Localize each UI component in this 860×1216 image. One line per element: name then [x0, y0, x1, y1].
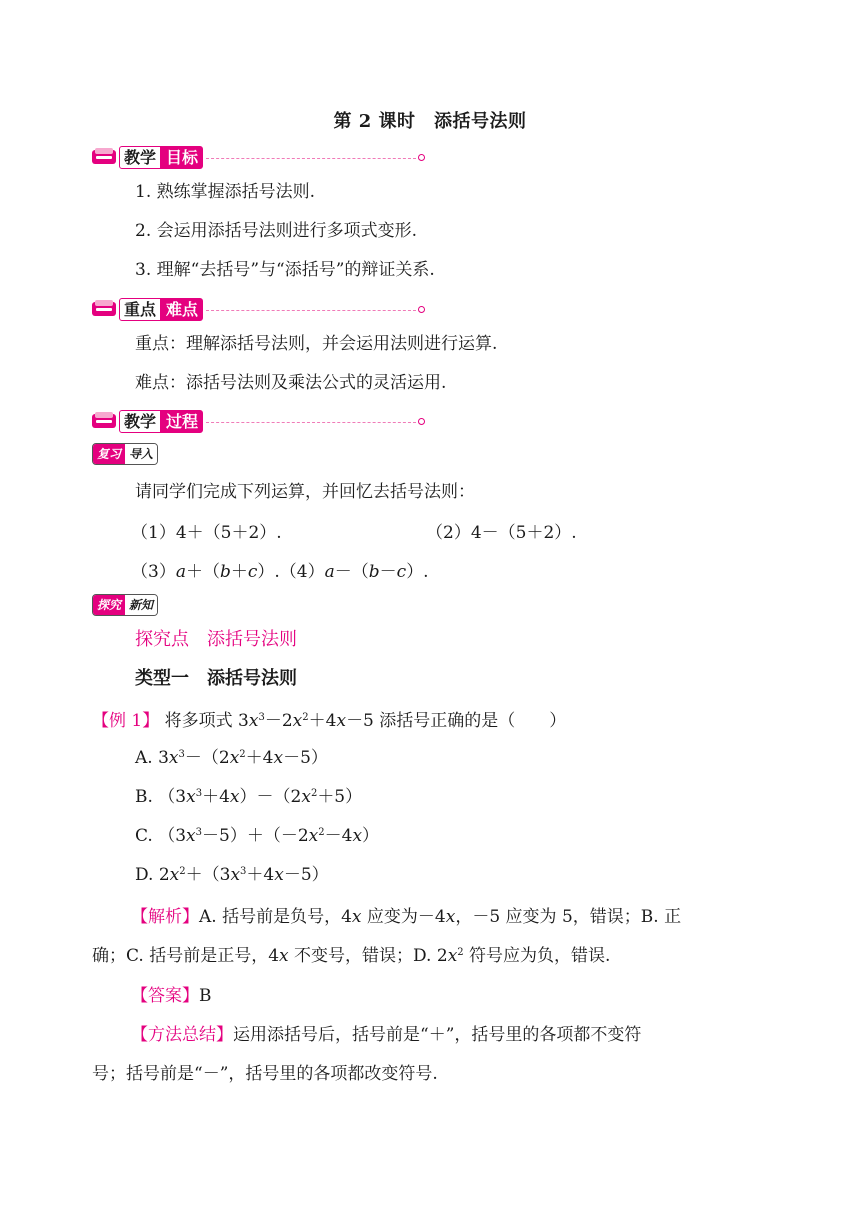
analysis-label: 【解析】 [131, 907, 199, 927]
section-header-keypoints [92, 296, 425, 322]
review-q3-q4: （3）a＋（b＋c）.（4）a－（b－c）. [131, 562, 429, 582]
tag-review: 复习 导入 [92, 443, 158, 465]
section-header-goals [92, 144, 425, 170]
review-q2: （2）4－（5＋2）. [426, 523, 577, 543]
example-question [92, 706, 566, 731]
type-heading: 类型一 添括号法则 [135, 668, 297, 689]
section-header-process [92, 408, 425, 434]
book-icon [92, 148, 116, 166]
option-a: A. $3x^3-(2x^2+4x-5)$ [135, 748, 328, 768]
summary-line-2: 号；括号前是“－”，括号里的各项都改变符号. [92, 1064, 438, 1084]
tag-explore: 探究 新知 [92, 594, 158, 616]
answer [131, 981, 212, 1006]
option-c: C. $(3x^3-5)+(-2x^2-4x)$ [135, 826, 380, 846]
summary-line-1: 【方法总结】运用添括号后，括号前是“＋”，括号里的各项都不变符 [131, 1025, 642, 1045]
section-label-a: 教学 [119, 146, 161, 169]
example-label: 【例 1】 [92, 711, 160, 731]
example-question-text: 将多项式 $3x^3-2x^2+4x-5$ 添括号正确的是（ ） [164, 711, 567, 731]
option-b: B. $(3x^3+4x)-(2x^2+5)$ [135, 787, 363, 807]
section-label-b: 目标 [161, 146, 203, 169]
analysis-line-1: 【解析】A. 括号前是负号，4x 应变为－4x，－5 应变为 5，错误；B. 正 [131, 907, 682, 927]
key-point: 重点：理解添括号法则，并会运用法则进行运算. [135, 334, 498, 354]
difficult-point: 难点：添括号法则及乘法公式的灵活运用. [135, 373, 447, 393]
goal-item: 1. 熟练掌握添括号法则. [135, 182, 316, 202]
goal-item: 2. 会运用添括号法则进行多项式变形. [135, 221, 418, 241]
option-d: D. $2x^2+(3x^3+4x-5)$ [135, 865, 329, 885]
divider [206, 422, 416, 423]
review-q1: （1）4＋（5＋2）. [131, 523, 282, 543]
review-intro: 请同学们完成下列运算，并回忆去括号法则： [135, 482, 475, 502]
summary-label: 【方法总结】 [131, 1025, 233, 1045]
goal-item: 3. 理解“去括号”与“添括号”的辩证关系. [135, 260, 435, 280]
book-icon [92, 300, 116, 318]
book-icon [92, 412, 116, 430]
section-label-a: 重点 [119, 298, 161, 321]
explore-point: 探究点 添括号法则 [135, 629, 297, 650]
page-title: 第 2 课时 添括号法则 [333, 111, 527, 132]
section-label-b: 难点 [161, 298, 203, 321]
answer-label: 【答案】 [131, 986, 199, 1006]
analysis-line-2: 确；C. 括号前是正号，4x 不变号，错误；D. $2x^2$ 符号应为负，错误. [92, 946, 611, 966]
divider [206, 158, 416, 159]
section-label-a: 教学 [119, 410, 161, 433]
section-label-b: 过程 [161, 410, 203, 433]
divider [206, 310, 416, 311]
answer-value: B [199, 986, 212, 1006]
